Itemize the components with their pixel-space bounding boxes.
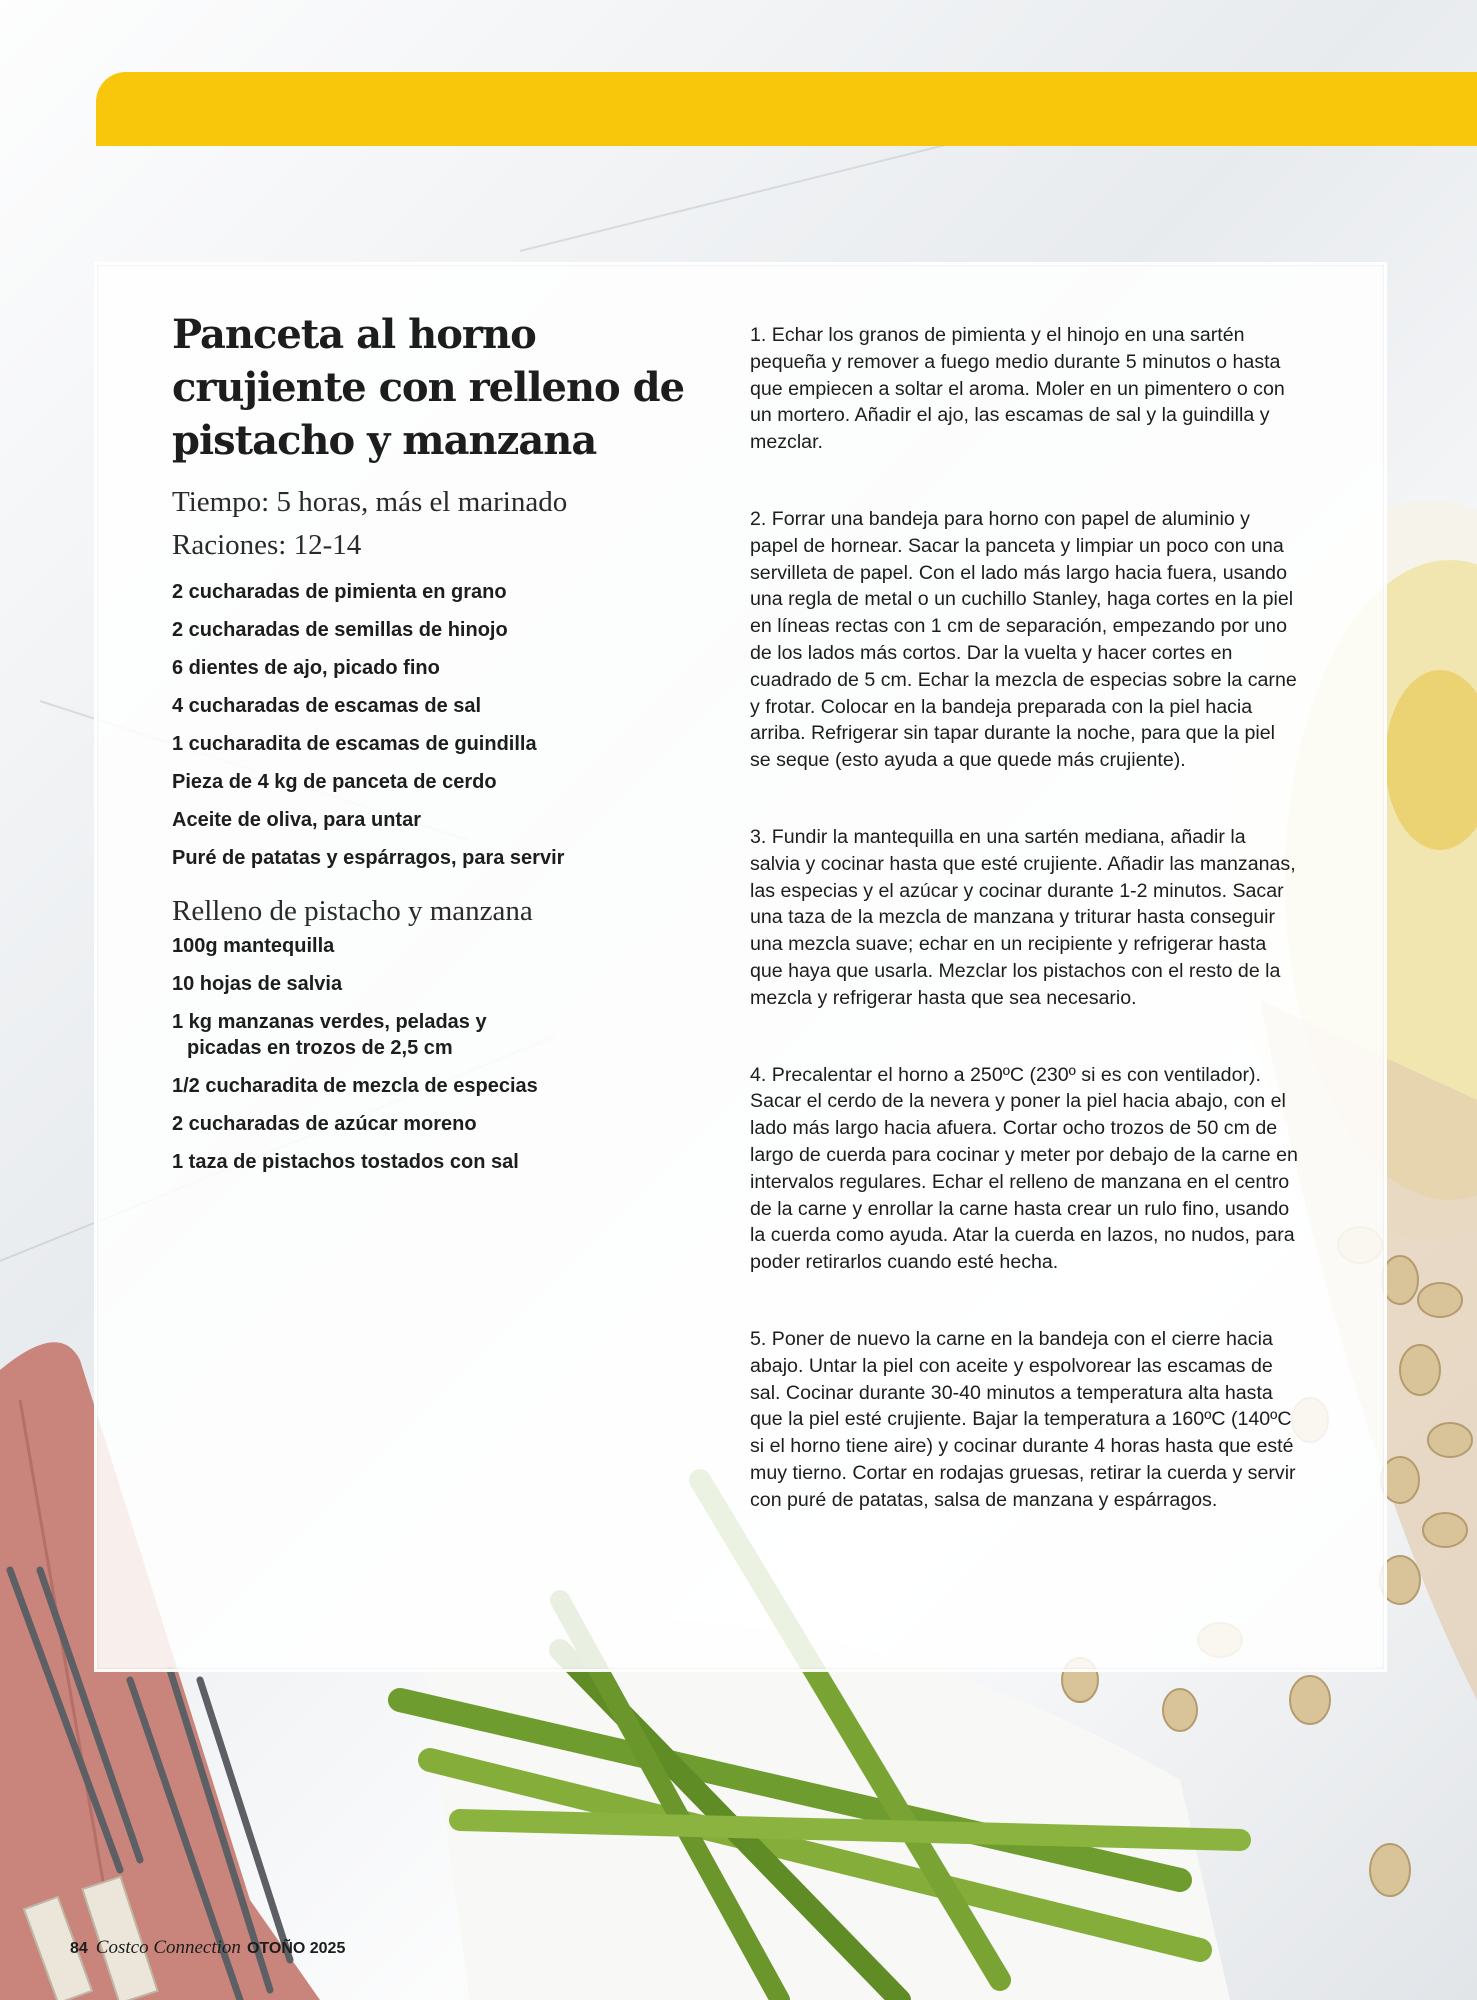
filling-item-line: picadas en trozos de 2,5 cm <box>187 1037 453 1059</box>
filling-list <box>172 933 692 1175</box>
recipe-step: 5. Poner de nuevo la carne en la bandeja con el cierre hacia abajo. Untar la piel con aceite y espolvorear las escamas de sal. Cocinar durante 30-40 minutos a temperatura alta hasta que la piel esté crujiente. Bajar la temperatura a 160ºC (140ºC si el horno tiene aire) y cocinar durante 4 horas hasta que esté muy tierno. Cortar en rodajas gruesas, retirar la cuerda y servir con puré de patatas, salsa de manzana y espárragos. <box>750 1327 1296 1511</box>
magazine-brand: Costco Connection <box>95 1937 241 1958</box>
recipe-steps-column <box>750 322 1298 1563</box>
recipe-step: 1. Echar los granos de pimienta y el hinojo en una sartén pequeña y remover a fuego medio durante 5 minutos o hasta que empiecen a soltar el aroma. Moler en un pimentero o con un mortero. Añadir el ajo, las escamas de sal y la guindilla y mezclar. <box>750 324 1285 454</box>
recipe-title: Panceta al horno crujiente con relleno de pistacho y manzana <box>172 311 685 464</box>
filling-item: 1 taza de pistachos tostados con sal <box>172 1151 519 1173</box>
filling-item-line: 1 kg manzanas verdes, peladas y <box>172 1011 487 1033</box>
page-number: 84 <box>70 1940 88 1957</box>
filling-item: 1/2 cucharadita de mezcla de especias <box>172 1075 538 1097</box>
filling-item: 2 cucharadas de azúcar moreno <box>172 1113 477 1135</box>
ingredient-item: Pieza de 4 kg de panceta de cerdo <box>172 771 497 793</box>
issue-label: OTOÑO 2025 <box>246 1940 346 1957</box>
ingredient-item: 2 cucharadas de semillas de hinojo <box>172 619 508 641</box>
ingredient-item: 1 cucharadita de escamas de guindilla <box>172 733 537 755</box>
recipe-step: 3. Fundir la mantequilla en una sartén mediana, añadir la salvia y cocinar hasta que esté crujiente. Añadir las manzanas, las especias y el azúcar y cocinar durante 1-2 minutos. Sacar una taza de la mezcla de manzana y triturar hasta conseguir una mezcla suave; echar en un recipiente y refrigerar hasta que haya que usarla. Mezclar los pistachos con el resto de la mezcla y refrigerar hasta que sea necesario. <box>750 825 1296 1009</box>
recipe-step: 2. Forrar una bandeja para horno con papel de aluminio y papel de hornear. Sacar la panceta y limpiar un poco con una servilleta de papel. Con el lado más largo hacia fuera, usando una regla de metal o un cuchillo Stanley, haga cortes en la piel en líneas rectas con 1 cm de separación, empezando por uno de los lados más cortos. Dar la vuelta y hacer cortes en cuadrado de 5 cm. Echar la mezcla de especias sobre la carne y frotar. Colocar en la bandeja preparada con la piel hacia arriba. Refrigerar sin tapar durante la noche, para que la piel se seque (esto ayuda a que quede más crujiente). <box>750 507 1297 772</box>
page-footer <box>70 1937 345 1959</box>
ingredient-item: 2 cucharadas de pimienta en grano <box>172 581 507 603</box>
ingredient-list <box>172 579 692 871</box>
ingredient-item: 6 dientes de ajo, picado fino <box>172 657 440 679</box>
ingredient-item: 4 cucharadas de escamas de sal <box>172 695 482 717</box>
filling-item <box>172 1009 692 1061</box>
filling-item: 10 hojas de salvia <box>172 973 343 995</box>
ingredient-item: Aceite de oliva, para untar <box>172 809 421 831</box>
recipe-servings: Raciones: 12-14 <box>172 529 362 561</box>
filling-item: 100g mantequilla <box>172 935 335 957</box>
filling-heading: Relleno de pistacho y manzana <box>172 895 533 927</box>
recipe-time: Tiempo: 5 horas, más el marinado <box>172 486 568 518</box>
ingredient-item: Puré de patatas y espárragos, para servir <box>172 847 565 869</box>
recipe-left-column <box>172 308 692 1187</box>
recipe-step: 4. Precalentar el horno a 250ºC (230º si es con ventilador). Sacar el cerdo de la nevera y poner la piel hacia abajo, con el lado más largo hacia afuera. Cortar ocho trozos de 50 cm de largo de cuerda para cocinar y meter por debajo de la carne en intervalos regulares. Echar el relleno de manzana en el centro de la carne y enrollar la carne hasta crear un rulo fino, usando la cuerda como ayuda. Atar la cuerda en lazos, no nudos, para poder retirarlos cuando esté hecha. <box>750 1063 1298 1274</box>
